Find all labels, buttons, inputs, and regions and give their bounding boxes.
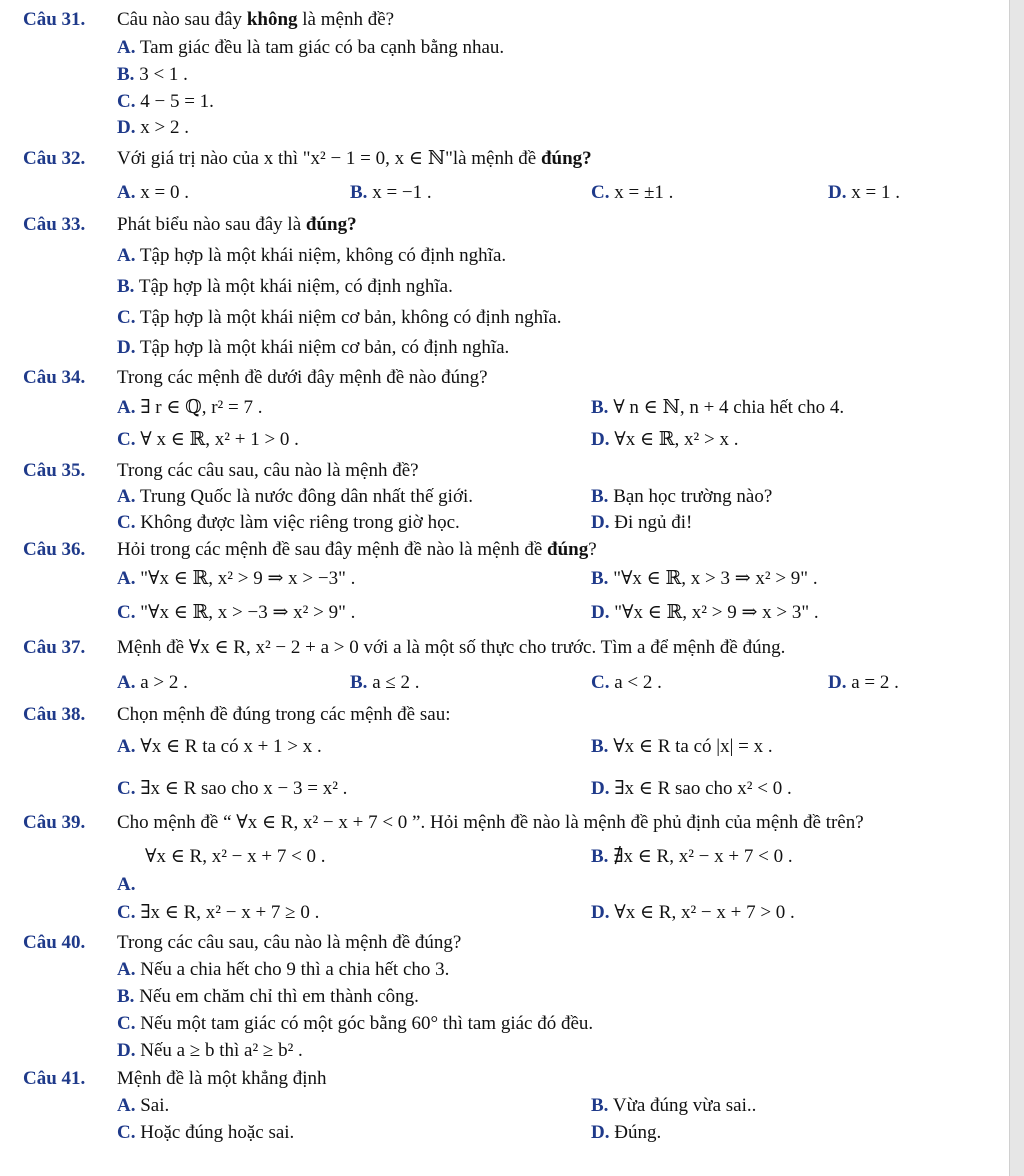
question-number: Câu 41. [23, 1068, 86, 1089]
question-33 [23, 212, 996, 362]
question-stem: Mệnh đề ∀x ∈ R, x² − 2 + a > 0 với a là một số thực cho trước. Tìm a để mệnh đề đúng. [117, 637, 786, 658]
option-b: B. Nếu em chăm chỉ thì em thành công. [117, 986, 419, 1007]
option-b: B. "∀x ∈ ℝ, x > 3 ⇒ x² > 9" . [591, 568, 818, 589]
question-40 [23, 930, 996, 1065]
option-d: D. "∀x ∈ ℝ, x² > 9 ⇒ x > 3" . [591, 602, 819, 623]
question-37 [23, 635, 996, 695]
option-d: D. Nếu a ≥ b thì a² ≥ b² . [117, 1040, 303, 1061]
question-number: Câu 31. [23, 9, 86, 30]
option-c: C. 4 − 5 = 1. [117, 91, 214, 112]
option-a: ∀x ∈ R, x² − x + 7 < 0 . [145, 846, 326, 867]
option-d: D. Đúng. [591, 1122, 662, 1143]
option-c: C. ∀ x ∈ ℝ, x² + 1 > 0 . [117, 429, 299, 450]
option-a-label: A. [117, 874, 136, 895]
question-stem: Trong các câu sau, câu nào là mệnh đề đúng? [117, 932, 462, 953]
option-b: B. Bạn học trường nào? [591, 486, 773, 507]
question-31 [23, 7, 996, 137]
option-c: C. Hoặc đúng hoặc sai. [117, 1122, 295, 1143]
option-a: A. a > 2 . [117, 672, 188, 693]
question-number: Câu 40. [23, 932, 86, 953]
option-d: D. x = 1 . [828, 182, 900, 203]
option-d: D. Tập hợp là một khái niệm cơ bản, có định nghĩa. [117, 337, 510, 358]
option-d: D. ∀x ∈ ℝ, x² > x . [591, 429, 739, 450]
question-39 [23, 810, 996, 930]
option-b: B. x = −1 . [350, 182, 432, 203]
question-number: Câu 37. [23, 637, 86, 658]
option-a: A. "∀x ∈ ℝ, x² > 9 ⇒ x > −3" . [117, 568, 356, 589]
option-c: C. Nếu một tam giác có một góc bằng 60° thì tam giác đó đều. [117, 1013, 594, 1034]
question-36 [23, 537, 996, 627]
question-32 [23, 146, 996, 206]
option-c: C. a < 2 . [591, 672, 662, 693]
vertical-scrollbar[interactable] [1009, 0, 1024, 1176]
question-number: Câu 33. [23, 214, 86, 235]
question-stem: Với giá trị nào của x thì "x² − 1 = 0, x ∈ ℕ"là mệnh đề đúng? [117, 148, 592, 169]
option-d: D. ∀x ∈ R, x² − x + 7 > 0 . [591, 902, 795, 923]
question-stem: Trong các mệnh đề dưới đây mệnh đề nào đúng? [117, 367, 488, 388]
option-a: A. x = 0 . [117, 182, 189, 203]
option-b: B. ∀ n ∈ ℕ, n + 4 chia hết cho 4. [591, 397, 845, 418]
question-number: Câu 34. [23, 367, 86, 388]
question-stem: Hỏi trong các mệnh đề sau đây mệnh đề nào là mệnh đề đúng? [117, 539, 597, 560]
option-a: A. Trung Quốc là nước đông dân nhất thế giới. [117, 486, 474, 507]
option-b: B. Tập hợp là một khái niệm, có định nghĩa. [117, 276, 453, 297]
option-b: B. a ≤ 2 . [350, 672, 420, 693]
question-number: Câu 35. [23, 460, 86, 481]
option-a: A. ∃ r ∈ ℚ, r² = 7 . [117, 397, 263, 418]
question-34 [23, 365, 996, 455]
option-a: A. Tập hợp là một khái niệm, không có định nghĩa. [117, 245, 507, 266]
question-stem: Cho mệnh đề “ ∀x ∈ R, x² − x + 7 < 0 ”. Hỏi mệnh đề nào là mệnh đề phủ định của mệnh đề trên? [117, 812, 864, 833]
option-b: B. ∀x ∈ R ta có |x| = x . [591, 736, 773, 757]
option-c: C. ∃x ∈ R sao cho x − 3 = x² . [117, 778, 348, 799]
option-a: A. Tam giác đều là tam giác có ba cạnh bằng nhau. [117, 37, 505, 58]
option-b: B. 3 < 1 . [117, 64, 188, 85]
option-d: D. ∃x ∈ R sao cho x² < 0 . [591, 778, 792, 799]
option-c: C. "∀x ∈ ℝ, x > −3 ⇒ x² > 9" . [117, 602, 356, 623]
question-stem: Câu nào sau đây không là mệnh đề? [117, 9, 395, 30]
question-number: Câu 38. [23, 704, 86, 725]
option-a: A. Sai. [117, 1095, 170, 1116]
question-38 [23, 702, 996, 802]
option-d: D. x > 2 . [117, 117, 189, 138]
question-stem: Phát biểu nào sau đây là đúng? [117, 214, 357, 235]
option-c: C. ∃x ∈ R, x² − x + 7 ≥ 0 . [117, 902, 320, 923]
option-a: A. Nếu a chia hết cho 9 thì a chia hết cho 3. [117, 959, 450, 980]
question-41 [23, 1066, 996, 1156]
question-stem: Mệnh đề là một khẳng định [117, 1068, 327, 1089]
question-number: Câu 39. [23, 812, 86, 833]
option-a: A. ∀x ∈ R ta có x + 1 > x . [117, 736, 322, 757]
option-d: D. a = 2 . [828, 672, 899, 693]
option-b: B. ∄x ∈ R, x² − x + 7 < 0 . [591, 846, 793, 867]
option-c: C. x = ±1 . [591, 182, 674, 203]
question-number: Câu 36. [23, 539, 86, 560]
option-b: B. Vừa đúng vừa sai.. [591, 1095, 757, 1116]
question-stem: Chọn mệnh đề đúng trong các mệnh đề sau: [117, 704, 451, 725]
question-35 [23, 458, 996, 538]
option-c: C. Tập hợp là một khái niệm cơ bản, không có định nghĩa. [117, 307, 562, 328]
option-d: D. Đi ngủ đi! [591, 512, 693, 533]
question-number: Câu 32. [23, 148, 86, 169]
option-c: C. Không được làm việc riêng trong giờ học. [117, 512, 460, 533]
question-stem: Trong các câu sau, câu nào là mệnh đề? [117, 460, 419, 481]
